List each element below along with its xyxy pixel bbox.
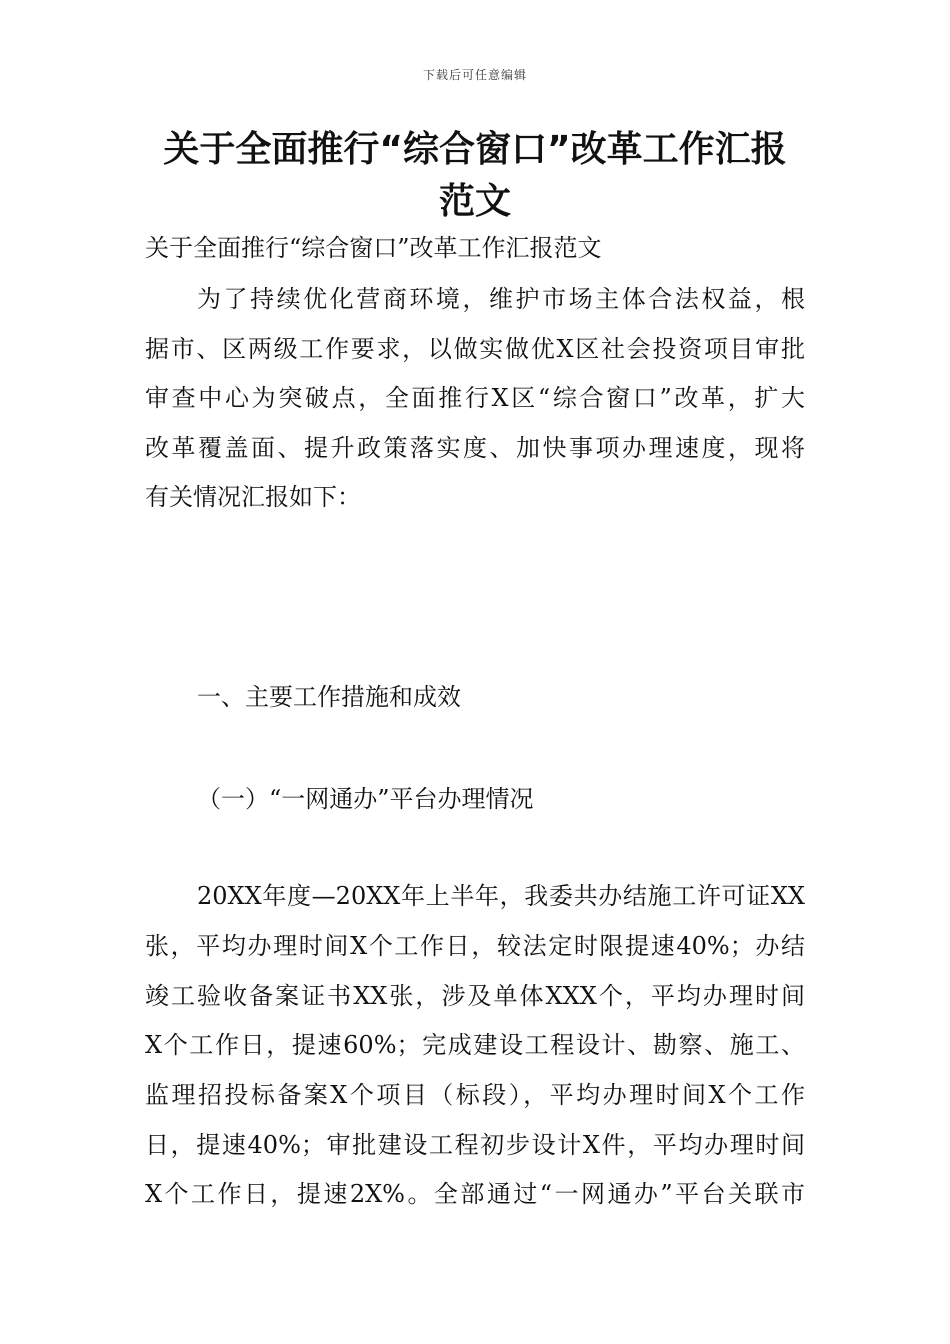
document-title <box>145 124 805 228</box>
document-title-line-1: 关于全面推行“综合窗口”改革工作汇报 <box>163 129 787 170</box>
body-line-3: 竣工验收备案证书XX张，涉及单体XXX个，平均办理时间 <box>145 982 805 1010</box>
section-heading: 一、主要工作措施和成效 <box>197 683 461 711</box>
document-subtitle: 关于全面推行“综合窗口”改革工作汇报范文 <box>145 234 602 262</box>
document-title-line-2: 范文 <box>438 181 511 222</box>
intro-line-1: 为了持续优化营商环境，维护市场主体合法权益，根 <box>197 285 805 313</box>
body-line-1: 20XX年度—20XX年上半年，我委共办结施工许可证XX <box>197 882 805 910</box>
body-line-6: 日，提速40%；审批建设工程初步设计X件，平均办理时间 <box>145 1131 805 1159</box>
intro-line-4: 改革覆盖面、提升政策落实度、加快事项办理速度，现将 <box>145 434 805 462</box>
intro-line-3: 审查中心为突破点，全面推行X区“综合窗口”改革，扩大 <box>145 384 805 412</box>
body-line-5: 监理招投标备案X个项目（标段），平均办理时间X个工作 <box>145 1081 805 1109</box>
body-line-4: X个工作日，提速60%；完成建设工程设计、勘察、施工、 <box>145 1031 805 1059</box>
intro-line-5: 有关情况汇报如下： <box>145 483 361 511</box>
intro-line-2: 据市、区两级工作要求，以做实做优X区社会投资项目审批 <box>145 335 805 363</box>
body-line-2: 张，平均办理时间X个工作日，较法定时限提速40%；办结 <box>145 932 805 960</box>
header-note: 下载后可任意编辑 <box>422 68 527 82</box>
body-line-7: X个工作日，提速2X%。全部通过“一网通办”平台关联市 <box>145 1180 805 1208</box>
section-subheading: （一）“一网通办”平台办理情况 <box>197 785 534 813</box>
